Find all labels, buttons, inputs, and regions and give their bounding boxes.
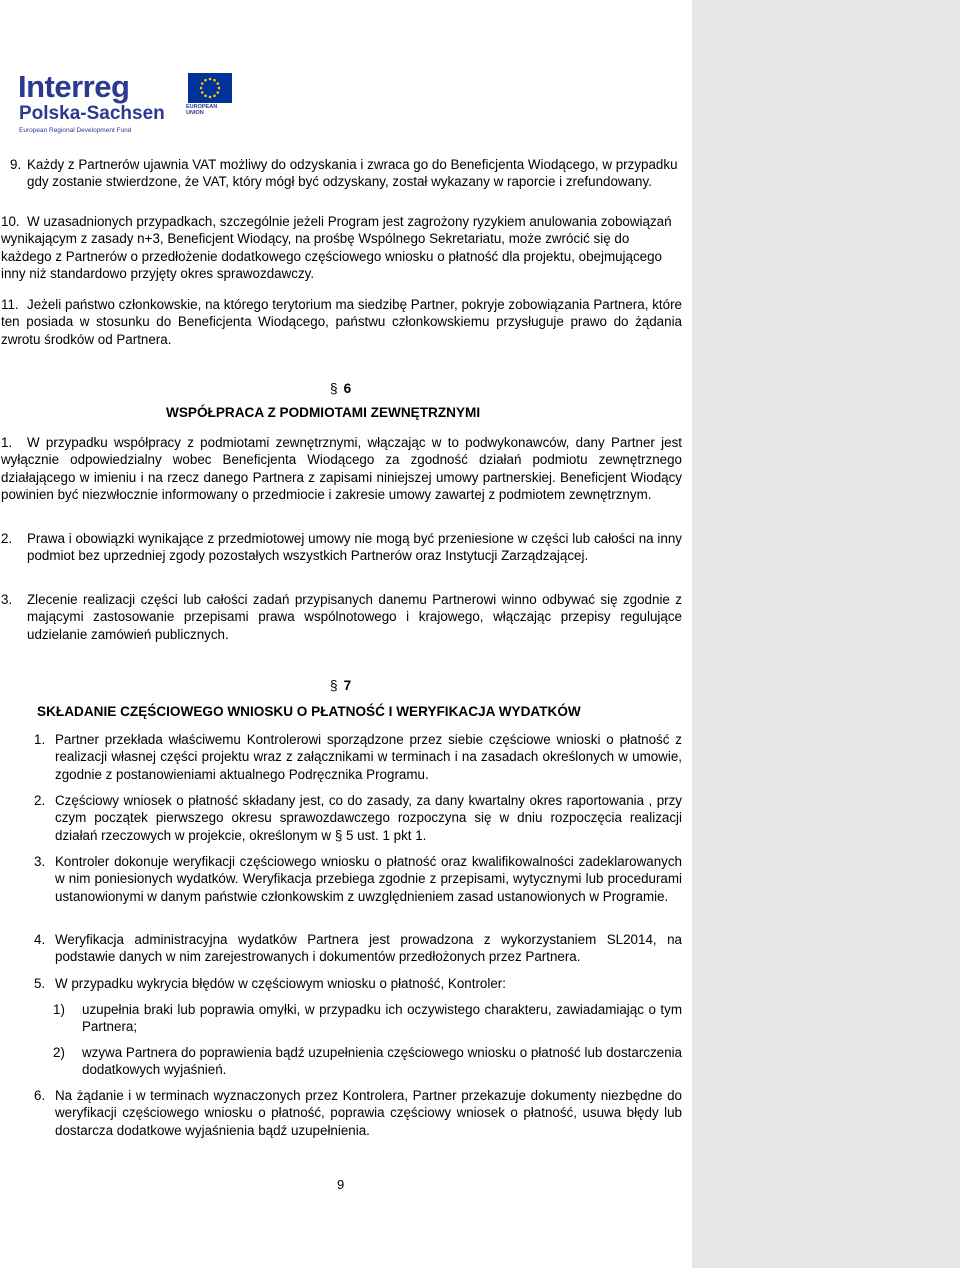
interreg-logo: [18, 70, 218, 140]
item-text: Prawa i obowiązki wynikające z przedmiotowej umowy nie mogą być przeniesione w części lub całości na inny podmiot bez uprzedniej zgody pozostałych wszystkich Partnerów oraz Instytucji Zarządzającej.: [27, 531, 682, 564]
item-number: 2.: [34, 793, 46, 808]
page-number: 9: [337, 1177, 345, 1192]
section-7-subitem-1: [53, 1001, 682, 1036]
section-sign: §: [330, 381, 338, 396]
section-6-title: WSPÓŁPRACA Z PODMIOTAMI ZEWNĘTRZNYMI: [166, 405, 481, 420]
section-7-item-4: [34, 931, 682, 966]
paragraph-10: [1, 213, 682, 282]
item-number: 1.: [1, 435, 13, 450]
item-number: 6.: [34, 1088, 46, 1103]
paragraph-number: 10.: [1, 214, 20, 229]
logo-eu-label: EUROPEAN UNION: [186, 104, 218, 116]
section-7-title: SKŁADANIE CZĘŚCIOWEGO WNIOSKU O PŁATNOŚĆ I WERYFIKACJA WYDATKÓW: [37, 704, 581, 719]
subitem-text: uzupełnia braki lub poprawia omyłki, w przypadku ich oczywistego charakteru, zawiadamiając o tym Partnera;: [82, 1002, 682, 1035]
logo-fund: European Regional Development Fund: [19, 127, 132, 134]
item-text: Partner przekłada właściwemu Kontrolerowi sporządzone przez siebie częściowe wnioski o płatność z realizacji własnej części projektu wraz z załącznikami w terminach i na zasadach określonych w umowie, zgodnie z postanowieniami aktualnego Podręcznika Programu.: [55, 732, 682, 782]
item-number: 5.: [34, 976, 46, 991]
section-6-item-2: [1, 530, 682, 565]
section-7-item-2: [34, 792, 682, 844]
item-text: Weryfikacja administracyjna wydatków Partnera jest prowadzona z wykorzystaniem SL2014, na podstawie danych w nim zarejestrowanych i dokumentów przedłożonych przez Partnera.: [55, 932, 682, 965]
item-number: 2.: [1, 531, 13, 546]
right-margin-panel: [692, 0, 960, 1268]
section-7-item-1: [34, 731, 682, 783]
logo-wordmark: Interreg: [18, 69, 130, 104]
section-number: 7: [343, 678, 352, 693]
section-sign: §: [330, 678, 338, 693]
subitem-number: 1): [53, 1002, 65, 1017]
item-text: W przypadku współpracy z podmiotami zewnętrznymi, włączając w to podwykonawców, dany Partner jest wyłącznie odpowiedzialny wobec Beneficjenta Wiodącego za zgodność działań podmiotu zewnętrznego działającego w imieniu i na rzecz danego Partnera z zapisami niniejszej umowy partnerskiej. Beneficjent Wiodący powinien być niezwłocznie informowany o przedmiocie i zakresie umowy zawartej z podmiotem zewnętrznym.: [1, 435, 682, 502]
subitem-number: 2): [53, 1045, 65, 1060]
item-number: 4.: [34, 932, 46, 947]
section-7-item-3: [34, 853, 682, 905]
paragraph-11: [1, 296, 682, 348]
item-number: 1.: [34, 732, 46, 747]
paragraph-number: 11.: [1, 297, 19, 312]
subitem-text: wzywa Partnera do poprawienia bądź uzupełnienia częściowego wniosku o płatność lub dostarczenia dodatkowych wyjaśnień.: [82, 1045, 682, 1078]
section-7-item-6: [34, 1087, 682, 1139]
logo-region: Polska-Sachsen: [19, 103, 165, 124]
item-text: Zlecenie realizacji części lub całości zadań przypisanych danemu Partnerowi winno odbywać się zgodnie z mającymi zastosowanie przepisami prawa wspólnotowego i krajowego, włączając przepisy regulujące udzielanie zamówień publicznych.: [27, 592, 682, 642]
paragraph-text: Każdy z Partnerów ujawnia VAT możliwy do odzyskania i zwraca go do Beneficjenta Wiodącego, w przypadku gdy zostanie stwierdzone, że VAT, który mógł być odzyskany, został wykazany w raporcie i zrefundowany.: [27, 157, 678, 190]
section-6-item-3: [1, 591, 682, 643]
section-number: 6: [343, 381, 352, 396]
paragraph-text: W uzasadnionych przypadkach, szczególnie jeżeli Program jest zagrożony ryzykiem anulowania zobowiązań wynikającym z zasady n+3, Beneficjent Wiodący, na prośbę Wspólnego Sekretariatu, może zwrócić się do każdego z Partnerów o przedłożenie dodatkowego częściowego wniosku o płatność dla projektu, obejmującego inny niż standardowo przyjęty okres sprawozdawczy.: [1, 214, 672, 281]
item-text: W przypadku wykrycia błędów w częściowym wniosku o płatność, Kontroler:: [55, 976, 506, 991]
item-text: Na żądanie i w terminach wyznaczonych przez Kontrolera, Partner przekazuje dokumenty niezbędne do weryfikacji częściowego wniosku o płatność, poprawia częściowy wniosek o płatność, usuwa błędy lub dostarcza dodatkowe wyjaśnienia bądź uzupełnienia.: [55, 1088, 682, 1138]
item-text: Częściowy wniosek o płatność składany jest, co do zasady, za dany kwartalny okres raportowania , przy czym początek pierwszego okresu sprawozdawczego rozpoczyna się w dniu rozpoczęcia realizacji działań rzeczowych w projekcie, określonym w § 5 ust. 1 pkt 1.: [55, 793, 682, 843]
section-7-subitem-2: [53, 1044, 682, 1079]
paragraph-text: Jeżeli państwo członkowskie, na którego terytorium ma siedzibę Partner, pokryje zobowiązania Partnera, które ten posiada w stosunku do Beneficjenta Wiodącego, państwu członkowskiemu przysługuje prawo do żądania zwrotu środków od Partnera.: [1, 297, 682, 347]
item-text: Kontroler dokonuje weryfikacji częściowego wniosku o płatność oraz kwalifikowalności zadeklarowanych w nim poniesionych wydatków. Weryfikacja przebiega zgodnie z przepisami, wytycznymi lub procedurami ustanowionymi w danym państwie członkowskim z uwzględnieniem zasad ustanowionych w Programie.: [55, 854, 682, 904]
section-6-item-1: [1, 434, 682, 503]
paragraph-number: 9.: [10, 157, 22, 172]
paragraph-9: [10, 156, 682, 191]
section-7-number: [330, 678, 351, 693]
eu-flag-icon: [188, 73, 232, 103]
item-number: 3.: [34, 854, 46, 869]
section-6-number: [330, 381, 351, 396]
item-number: 3.: [1, 592, 13, 607]
section-7-item-5: [34, 975, 682, 992]
